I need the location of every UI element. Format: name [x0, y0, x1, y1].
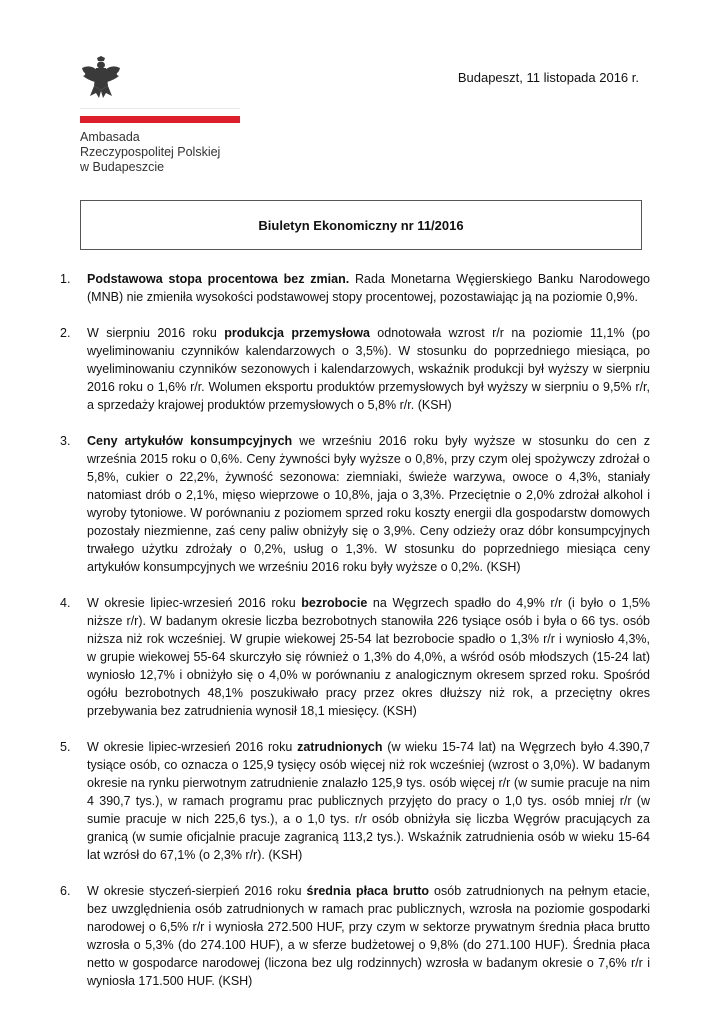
list-item: [60, 324, 650, 414]
flag-white-band: [80, 108, 240, 116]
document-date: Budapeszt, 11 listopada 2016 r.: [457, 70, 639, 85]
item-paragraph: [87, 738, 650, 864]
item-number: 5.: [60, 740, 71, 754]
item-bold-topic: produkcja przemysłowa: [224, 326, 370, 340]
item-number: 2.: [60, 326, 71, 340]
document-title: Biuletyn Ekonomiczny nr 11/2016: [258, 217, 464, 233]
flag-stripe: [80, 108, 240, 123]
item-number: 1.: [60, 272, 71, 286]
item-paragraph: [87, 270, 650, 306]
item-lead: W okresie styczeń-sierpień 2016 roku: [87, 884, 307, 898]
item-number: 3.: [60, 434, 71, 448]
list-item: [60, 882, 650, 990]
list-item: [60, 432, 650, 576]
list-item: [60, 738, 650, 864]
item-number: 6.: [60, 884, 71, 898]
item-paragraph: [87, 594, 650, 720]
flag-red-band: [80, 116, 240, 123]
bulletin-items: [60, 270, 650, 1008]
item-text: (w wieku 15-74 lat) na Węgrzech było 4.390,7 tysiące osób, co oznacza o 125,9 tysięcy osób więcej niż rok wcześniej (wzrost o 3,0%). W badanym okresie na rynku pierwotnym zatrudnienie znalazło 125,9 tys. osób więcej r/r (w sumie pracuje na nim 4 390,7 tys.), w ramach programu prac publicznych przyjęto do pracy o 1,0 tys. osób mniej r/r (w sumie pracuje w nich 225,6 tys.), a o 1,0 tys. r/r osób obniżyła się liczba Węgrów pracujących za granicą (w sumie oficjalnie pracuje zagranicą 113,2 tys.). Wskaźnik zatrudnienia osób w wieku 15-64 lat wzrósł do 67,1% (o 2,3% r/r). (KSH): [87, 740, 650, 862]
list-item: [60, 270, 650, 306]
item-paragraph: [87, 882, 650, 990]
embassy-name-line3: w Budapeszcie: [80, 160, 165, 174]
polish-eagle-emblem-icon: [80, 56, 122, 102]
list-item: [60, 594, 650, 720]
item-text: osób zatrudnionych na pełnym etacie, bez uwzględnienia osób zatrudnionych w ramach prac publicznych, wzrosła na poziomie gospodarki narodowej o 6,5% r/r i wyniosła 272.500 HUF, przy czym w sektorze prywatnym średnia płaca brutto wzrosła o 5,3% (do 274.100 HUF), a w sferze budżetowej o 9,8% (do 271.100 HUF). Średnia płaca netto w gospodarce narodowej (liczona bez ulg rodzinnych) wzrosła w badanym okresie o 7,6% r/r i wyniosła 171.500 HUF. (KSH): [87, 884, 650, 988]
item-bold-topic: Podstawowa stopa procentowa bez zmian.: [87, 272, 350, 286]
item-bold-topic: średnia płaca brutto: [306, 884, 430, 898]
item-text: Rada Monetarna Węgierskiego Banku Narodowego (MNB) nie zmieniła wysokości podstawowej stopy procentowej, pozostawiając ją na poziomie 0,9%.: [87, 272, 650, 304]
item-lead: W okresie lipiec-wrzesień 2016 roku: [87, 740, 298, 754]
item-text: we wrześniu 2016 roku były wyższe w stosunku do cen z września 2015 roku o 0,6%. Ceny żywności były wyższe o 0,8%, przy czym olej spożywczy zdrożał o 5,8%, cukier o 22,2%, żywność sezonowa: ziemniaki, świeże warzywa, owoce o 4,3%, staniały natomiast drób o 2,1%, mięso wieprzowe o 10,8%, jaja o 3,3%. Przeciętnie o 2,0% zdrożał alkohol i wyroby tytoniowe. W porównaniu z poziomem sprzed roku koszty energii dla gospodarstw domowych pozostały niezmienne, zaś ceny paliw obniżyły się o 3,9%. Ceny odzieży oraz dóbr konsumpcyjnych trwałego użytku zdrożały o 0,2%, usług o 1,3%. W stosunku do poprzedniego miesiąca ceny artykułów konsumpcyjnych we wrześniu 2016 roku były wyższe o 0,2%. (KSH): [87, 434, 650, 574]
item-text: na Węgrzech spadło do 4,9% r/r (i było o 1,5% niższe r/r). W badanym okresie liczba bezrobotnych stanowiła 226 tysiące osób i była o 66 tys. osób niższa niż rok wcześniej. W grupie wiekowej 25-54 lat bezrobocie spadło o 1,3% r/r i wyniosło 4,3%, w grupie wiekowej 55-64 skurczyło się również o 1,3% do 4,0%, a wśród osób młodszych (15-24 lat) wyniosło 12,7% i obniżyło się o 4,0% w porównaniu z analogicznym okresem sprzed roku. Spośród ogółu bezrobotnych 48,1% poszukiwało pracy przez okres dłuższy niż rok, a przeciętny okres przebywania bez zatrudnienia wynosił 18,1 miesięcy. (KSH): [87, 596, 650, 718]
item-bold-topic: zatrudnionych: [297, 740, 383, 754]
document-title-box: [80, 200, 642, 250]
item-bold-topic: Ceny artykułów konsumpcyjnych: [87, 434, 293, 448]
item-text: odnotowała wzrost r/r na poziomie 11,1% (po wyeliminowaniu czynników kalendarzowych o 3,5%). W stosunku do poprzedniego miesiąca, po wyeliminowaniu czynników sezonowych i kalendarzowych, wskaźnik produkcji był wyższy w sierpniu 2016 roku o 1,6% r/r. Wolumen eksportu produktów przemysłowych był wyższy w sierpniu o 9,5% r/r, a sprzedaży krajowej produktów przemysłowych o 5,8% r/r. (KSH): [87, 326, 650, 412]
item-paragraph: [87, 324, 650, 414]
item-number: 4.: [60, 596, 71, 610]
embassy-name-line1: Ambasada: [80, 130, 140, 144]
embassy-name: [80, 130, 220, 175]
item-paragraph: [87, 432, 650, 576]
embassy-name-line2: Rzeczypospolitej Polskiej: [80, 145, 221, 159]
item-bold-topic: bezrobocie: [301, 596, 368, 610]
item-lead: W okresie lipiec-wrzesień 2016 roku: [87, 596, 302, 610]
item-lead: W sierpniu 2016 roku: [87, 326, 225, 340]
